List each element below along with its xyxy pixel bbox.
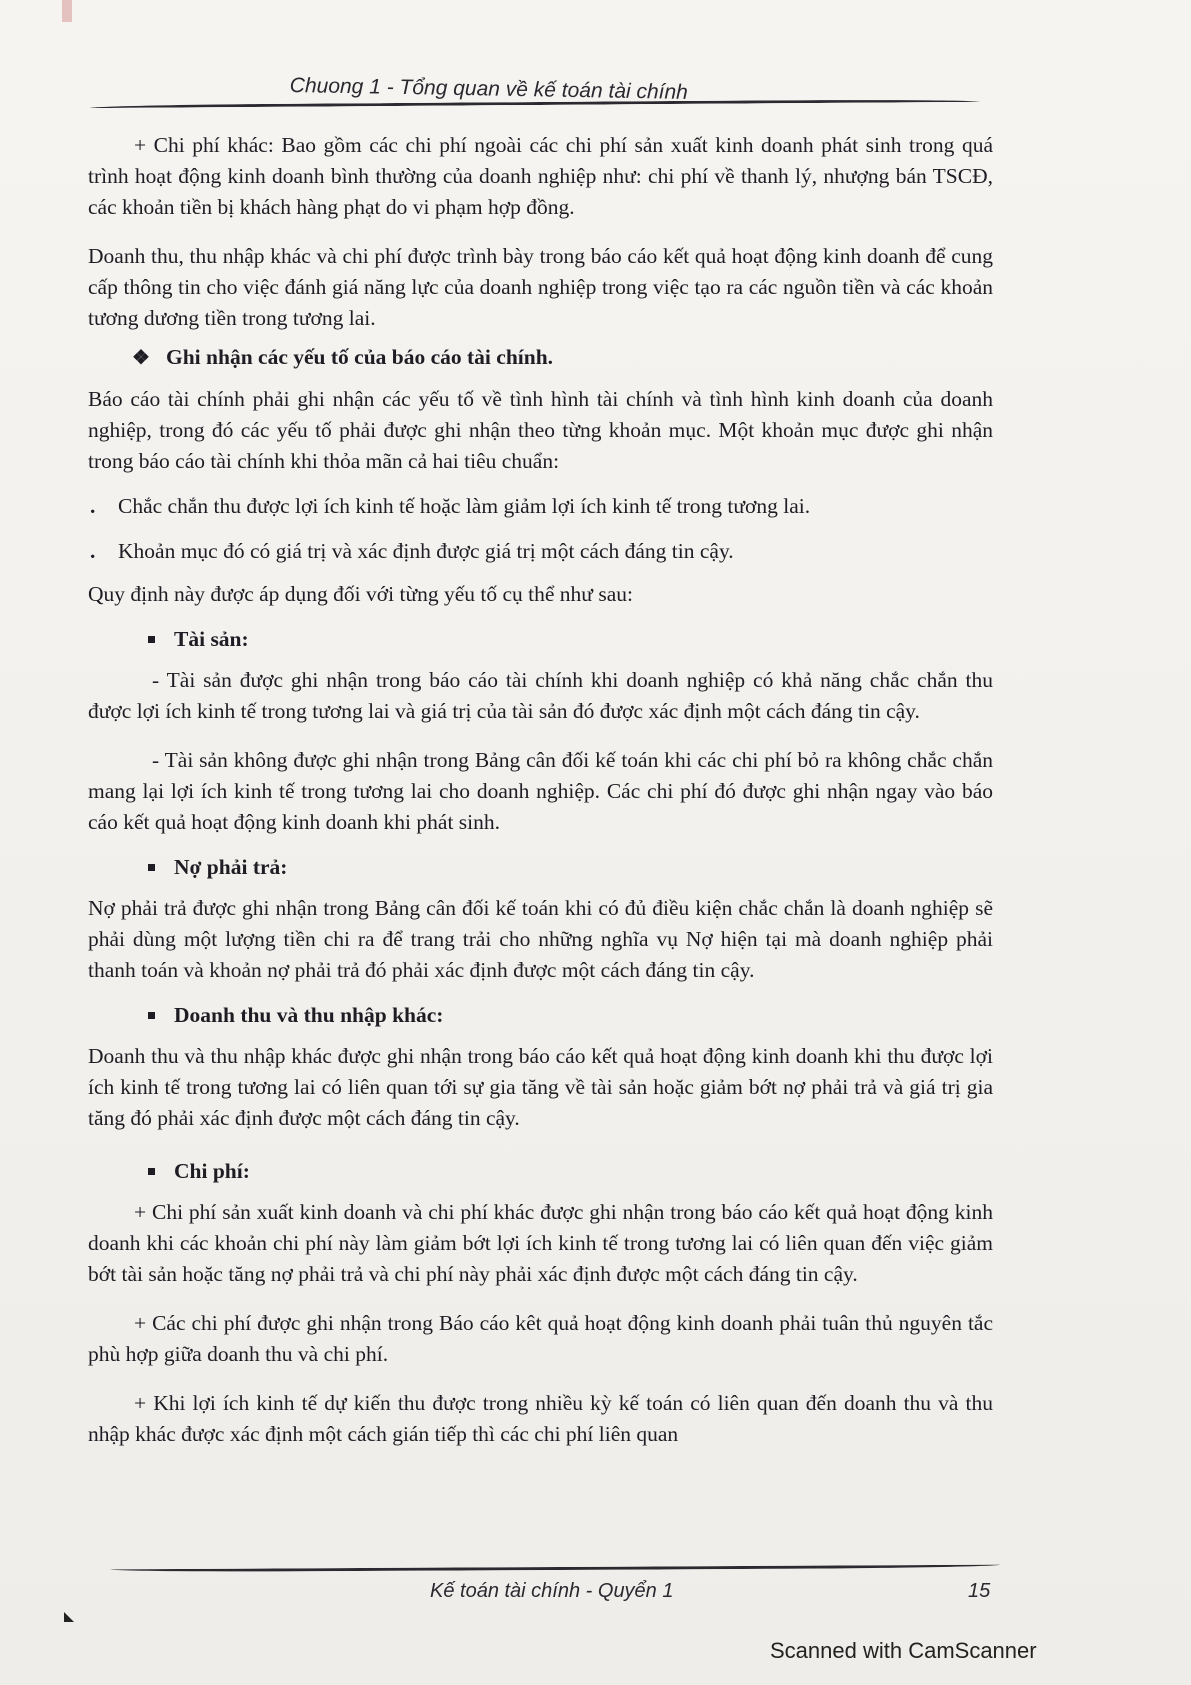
revenue-heading: Doanh thu và thu nhập khác: [88,1000,993,1031]
assets-paragraph-1: - Tài sản được ghi nhận trong báo cáo tài chính khi doanh nghiệp có khả năng chắc chắn thu được lợi ích kinh tế trong tương lai và giá trị của tài sản đó được xác định một cách đáng tin cậy. [88,668,993,723]
scan-corner-mark [64,1612,74,1622]
liabilities-heading: Nợ phải trả: [88,852,993,883]
running-footer: Kế toán tài chính - Quyển 1 [430,1580,674,1602]
square-bullet-icon [148,636,155,643]
other-costs-paragraph: + Chi phí khác: Bao gồm các chi phí ngoài các chi phí sản xuất kinh doanh phát sinh trong quá trình hoạt động kinh doanh bình thường của doanh nghiệp như: chi phí về thanh lý, nhượng bán TSCĐ, các khoản tiền bị khách hàng phạt do vi phạm hợp đồng. [88,133,993,219]
expenses-heading: Chi phí: [88,1156,993,1187]
page-number: 15 [968,1580,991,1602]
liabilities-paragraph: Nợ phải trả được ghi nhận trong Bảng cân đối kế toán khi có đủ điều kiện chắc chắn là doanh nghiệp sẽ phải dùng một lượng tiền chi ra để trang trải cho những nghĩa vụ Nợ hiện tại mà doanh nghiệp phải thanh toán và khoản nợ phải trả đó phải xác định được một cách đáng tin cậy. [88,896,993,982]
revenue-presentation-paragraph: Doanh thu, thu nhập khác và chi phí được trình bày trong báo cáo kết quả hoạt động kinh doanh để cung cấp thông tin cho việc đánh giá năng lực của doanh nghiệp trong việc tạo ra các nguồn tiền và các khoản tương dương tiền trong tương lai. [88,244,993,330]
recognition-intro-paragraph: Báo cáo tài chính phải ghi nhận các yếu tố về tình hình tài chính và tình hình kinh doanh của doanh nghiệp, trong đó các yếu tố phải được ghi nhận theo từng khoản mục. Một khoản mục được ghi nhận trong báo cáo tài chính khi thỏa mãn cả hai tiêu chuẩn: [88,387,993,473]
dot-bullet-icon: . [90,539,96,563]
criterion-item: . Chắc chắn thu được lợi ích kinh tế hoặc làm giảm lợi ích kinh tế trong tương lai. [88,491,993,522]
revenue-paragraph: Doanh thu và thu nhập khác được ghi nhận trong báo cáo kết quả hoạt động kinh doanh khi thu được lợi ích kinh tế trong tương lai có liên quan tới sự gia tăng về tài sản hoặc giảm bớt nợ phải trả và giá trị gia tăng đó phải xác định được một cách đáng tin cậy. [88,1044,993,1130]
square-bullet-icon [148,1012,155,1019]
assets-paragraph-2: - Tài sản không được ghi nhận trong Bảng cân đối kế toán khi các chi phí bỏ ra không chắc chắn mang lại lợi ích kinh tế trong tương lai cho doanh nghiệp. Các chi phí đó được ghi nhận ngay vào báo cáo kết quả hoạt động kinh doanh khi phát sinh. [88,748,993,834]
expenses-paragraph-2: + Các chi phí được ghi nhận trong Báo cáo kêt quả hoạt động kinh doanh phải tuân thủ nguyên tắc phù hợp giữa doanh thu và chi phí. [88,1311,993,1366]
criterion-item: . Khoản mục đó có giá trị và xác định được giá trị một cách đáng tin cậy. [88,536,993,567]
page-body [88,130,993,1450]
square-bullet-icon [148,864,155,871]
expenses-paragraph-1: + Chi phí sản xuất kinh doanh và chi phí khác được ghi nhận trong báo cáo kết quả hoạt động kinh doanh khi các khoản chi phí này làm giảm bớt lợi ích kinh tế trong tương lai có liên quan đến việc giảm bớt tài sản hoặc tăng nợ phải trả và chi phí này phải xác định được một cách đáng tin cậy. [88,1200,993,1286]
assets-heading: Tài sản: [88,624,993,655]
diamond-bullet-icon: ❖ [132,347,150,369]
scan-edge-mark [62,0,72,22]
recognition-heading: ❖ Ghi nhận các yếu tố của báo cáo tài chính. [88,342,993,374]
running-header: Chuong 1 - Tổng quan về kế toán tài chính [289,74,689,104]
expenses-paragraph-3: + Khi lợi ích kinh tế dự kiến thu được trong nhiều kỳ kế toán có liên quan đến doanh thu và thu nhập khác được xác định một cách gián tiếp thì các chi phí liên quan [88,1391,993,1446]
footer-divider [110,1565,1000,1573]
rule-intro-paragraph: Quy định này được áp dụng đối với từng yếu tố cụ thể như sau: [88,582,633,606]
square-bullet-icon [148,1168,155,1175]
scanner-watermark: Scanned with CamScanner [770,1638,1037,1663]
dot-bullet-icon: . [90,494,96,518]
